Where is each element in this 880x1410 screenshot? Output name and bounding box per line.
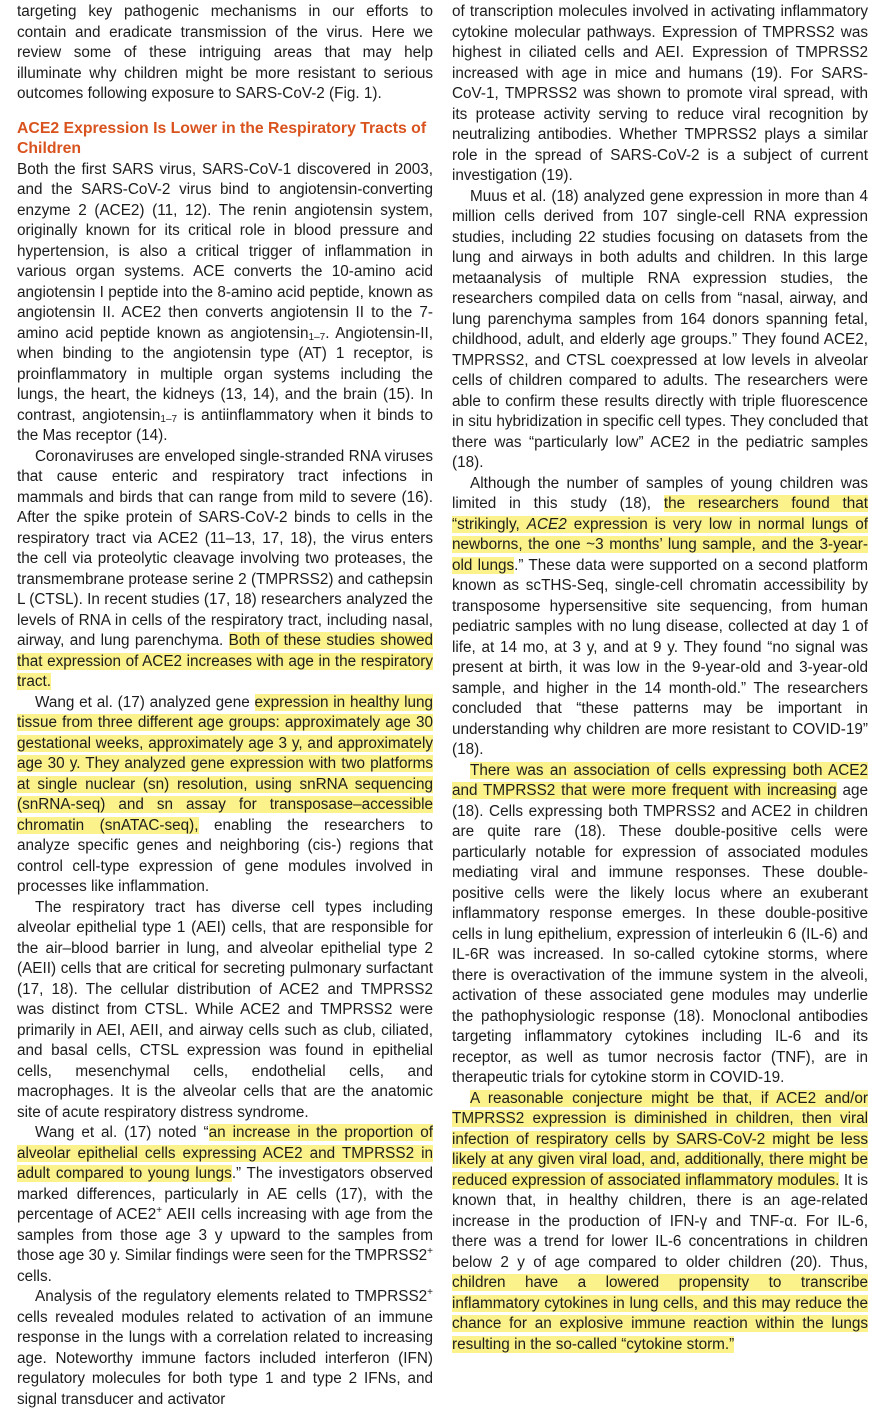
highlight: expression in healthy lung tissue from three different age groups: approximately age 30 gestational weeks, approximately age 3 y, and approximately age 30 y. They analyzed gene expression with two platforms at single nuclear (sn) resolution, using snRNA sequencing (snRNA-seq) and sn assay for transposase–accessible chromatin (snATAC-seq),: [17, 693, 433, 834]
highlight: the researchers found that “strikingly, ACE2 expression is very low in normal lungs of newborns, the one ~3 months’ lung sample, and the 3-year-old lungs: [452, 495, 868, 574]
paragraph-wang-noted: Wang et al. (17) noted “an increase in the proportion of alveolar epithelial cells expressing ACE2 and TMPRSS2 in adult compared to young lungs.” The investigators observed marked differences, particularly in AE cells (17), with the percentage of ACE2+ AEII cells increasing with age from the samples from those age 3 y upward to the samples from those age 30 y. Similar findings were seen for the TMPRSS2+ cells.: [17, 1124, 433, 1285]
intro-paragraph: targeting key pathogenic mechanisms in our efforts to contain and eradicate transmission of the virus. Here we review some of these intriguing areas that may help illuminate why children might be more resistant to serious outcomes following exposure to SARS-CoV-2 (Fig. 1).: [17, 3, 433, 102]
left-column: [17, 2, 433, 1410]
paragraph-muus-analysis: Muus et al. (18) analyzed gene expression in more than 4 million cells derived from 107 single-cell RNA expression studies, including 22 studies focusing on datasets from the lung and airways in both adults and children. In this large metaanalysis of multiple RNA expression studies, the researchers compiled data on cells from “nasal, airway, and lung parenchyma samples from 164 donors spanning fetal, childhood, adult, and elderly age groups.” They found ACE2, TMPRSS2, and CTSL coexpressed at low levels in alveolar cells of children compared to adults. The researchers were able to confirm these results directly with triple fluorescence in situ hybridization in specific cell types. They concluded that there was “particularly low” ACE2 in the pediatric samples (18).: [452, 187, 868, 471]
section-heading: ACE2 Expression Is Lower in the Respiratory Tracts of Children: [17, 119, 427, 157]
paragraph-regulatory-elements: Analysis of the regulatory elements related to TMPRSS2+ cells revealed modules related to activation of an immune response in the lungs with a correlation related to increasing age. Noteworthy immune factors included interferon (IFN) regulatory molecules for both type 1 and type 2 IFNs, and signal transducer and activator: [17, 1287, 433, 1408]
highlight: A reasonable conjecture might be that, if ACE2 and/or TMPRSS2 expression is diminished in children, then viral infection of respiratory cells by SARS-CoV-2 might be less likely at any given viral load, and, additionally, there might be reduced expression of associated inflammatory modules.: [452, 1089, 868, 1189]
paragraph-coronaviruses: Coronaviruses are enveloped single-stranded RNA viruses that cause enteric and respiratory tract infections in mammals and birds that can range from mild to severe (16). After the spike protein of SARS-CoV-2 binds to cells in the respiratory tract via ACE2 (11–13, 17, 18), the virus enters the cell via proteolytic cleavage involving two proteases, the transmembrane protease serine 2 (TMPRSS2) and cathepsin L (CTSL). In recent studies (17, 18) researchers analyzed the levels of RNA in cells of the respiratory tract, including nasal, airway, and lung parenchyma. Both of these studies showed that expression of ACE2 increases with age in the respiratory tract.: [17, 447, 433, 690]
paragraph-double-positive: There was an association of cells expressing both ACE2 and TMPRSS2 that were more frequent with increasing age (18). Cells expressing both TMPRSS2 and ACE2 in children are quite rare (18). These double-positive cells were particularly notable for expression of associated modules mediating viral and immune responses. These double-positive cells were the likely locus where an exuberant inflammatory response emerges. In these double-positive cells in lung epithelium, expression of interleukin 6 (IL-6) and IL-6R was increased. In so-called cytokine storms, where there is overactivation of the immune system in the alveoli, activation of these associated gene modules may underlie the pathophysiologic response (18). Monoclonal antibodies targeting inflammatory cytokines including IL-6 and its receptor, as well as tumor necrosis factor (TNF), are in therapeutic trials for cytokine storm in COVID-19.: [452, 761, 868, 1086]
paragraph-transcription: of transcription molecules involved in activating inflammatory cytokine molecular pathways. Expression of TMPRSS2 was highest in ciliated cells and AEI. Expression of TMPRSS2 increased with age in mice and humans (19). For SARS-CoV-1, TMPRSS2 was shown to promote viral spread, with its protease activity serving to reduce viral recognition by neutralizing antibodies. Whether TMPRSS2 plays a similar role in the spread of SARS-CoV-2 is a subject of current investigation (19).: [452, 3, 868, 184]
paragraph-wang-analysis: Wang et al. (17) analyzed gene expression in healthy lung tissue from three different age groups: approximately age 30 gestational weeks, approximately age 3 y, and approximately age 30 y. They analyzed gene expression with two platforms at single nuclear (sn) resolution, using snRNA sequencing (snRNA-seq) and sn assay for transposase–accessible chromatin (snATAC-seq), enabling the researchers to analyze specific genes and neighboring (cis-) regions that control cell-type expression of gene modules involved in processes like inflammation.: [17, 693, 433, 895]
paragraph-ace2-binding: Both the first SARS virus, SARS-CoV-1 discovered in 2003, and the SARS-CoV-2 virus bind to angiotensin-converting enzyme 2 (ACE2) (11, 12). The renin angiotensin system, originally known for its critical role in blood pressure and hypertension, is also a critical trigger of inflammation in various organ systems. ACE converts the 10-amino acid angiotensin I peptide into the 8-amino acid peptide, known as angiotensin II. ACE2 then converts angiotensin II to the 7-amino acid peptide known as angiotensin$_{1-7}$. Angiotensin-II, when binding to the angiotensin type (AT) 1 receptor, is proinflammatory in multiple organ systems including the lungs, the heart, the kidneys (13, 14), and the brain (15). In contrast, angiotensin$_{1-7}$ is antiinflammatory when it binds to the Mas receptor (14).: [17, 160, 433, 444]
highlight: There was an association of cells expressing both ACE2 and TMPRSS2 that were more frequent with increasing: [452, 761, 868, 799]
paragraph-young-children: Although the number of samples of young children was limited in this study (18), the researchers found that “strikingly, ACE2 expression is very low in normal lungs of newborns, the one ~3 months’ lung sample, and the 3-year-old lungs.” These data were supported on a second platform known as scTHS-Seq, single-cell chromatin accessibility by transposome hypersensitive site sequencing, from human pediatric samples with no lung disease, collected at day 1 of life, at 14 mo, at 3 y, and at 9 y. They found “no signal was present at birth, it was low in the 9-year-old and 3-year-old sample, and higher in the 14 month-old.” The researchers concluded that “these patterns may be important in understanding why children are more resistant to COVID-19” (18).: [452, 474, 869, 758]
highlight: an increase in the proportion of alveolar epithelial cells expressing ACE2 and TMPRSS2 in adult compared to young lungs: [17, 1124, 433, 1182]
paragraph-respiratory-cells: The respiratory tract has diverse cell types including alveolar epithelial type 1 (AEI) cells, that are responsible for the air–blood barrier in lung, and alveolar epithelial type 2 (AEII) cells that are critical for secreting pulmonary surfactant (17, 18). The cellular distribution of ACE2 and TMPRSS2 was distinct from CTSL. While ACE2 and TMPRSS2 were primarily in AEI, AEII, and airway cells such as club, ciliated, and basal cells, CTSL expression was found in epithelial cells, mesenchymal cells, endothelial cells, and macrophages. It is the alveolar cells that are the anatomic site of acute respiratory distress syndrome.: [17, 898, 433, 1121]
highlight: children have a lowered propensity to transcribe inflammatory cytokines in lung cells, and this may reduce the chance for an explosive immune reaction within the lungs resulting in the so-called “cytokine storm.”: [452, 1274, 868, 1353]
paragraph-conjecture: A reasonable conjecture might be that, if ACE2 and/or TMPRSS2 expression is diminished in children, then viral infection of respiratory cells by SARS-CoV-2 might be less likely at any given viral load, and, additionally, there might be reduced expression of associated inflammatory modules. It is known that, in healthy children, there is an age-related increase in the production of IFN-γ and TNF-α. For IL-6, there was a trend for lower IL-6 concentrations in children below 2 y of age compared to older children (20). Thus, children have a lowered propensity to transcribe inflammatory cytokines in lung cells, and this may reduce the chance for an explosive immune reaction within the lungs resulting in the so-called “cytokine storm.”: [452, 1089, 869, 1353]
highlight: Both of these studies showed that expression of ACE2 increases with age in the respiratory tract.: [17, 632, 433, 690]
right-column: [452, 2, 868, 1355]
